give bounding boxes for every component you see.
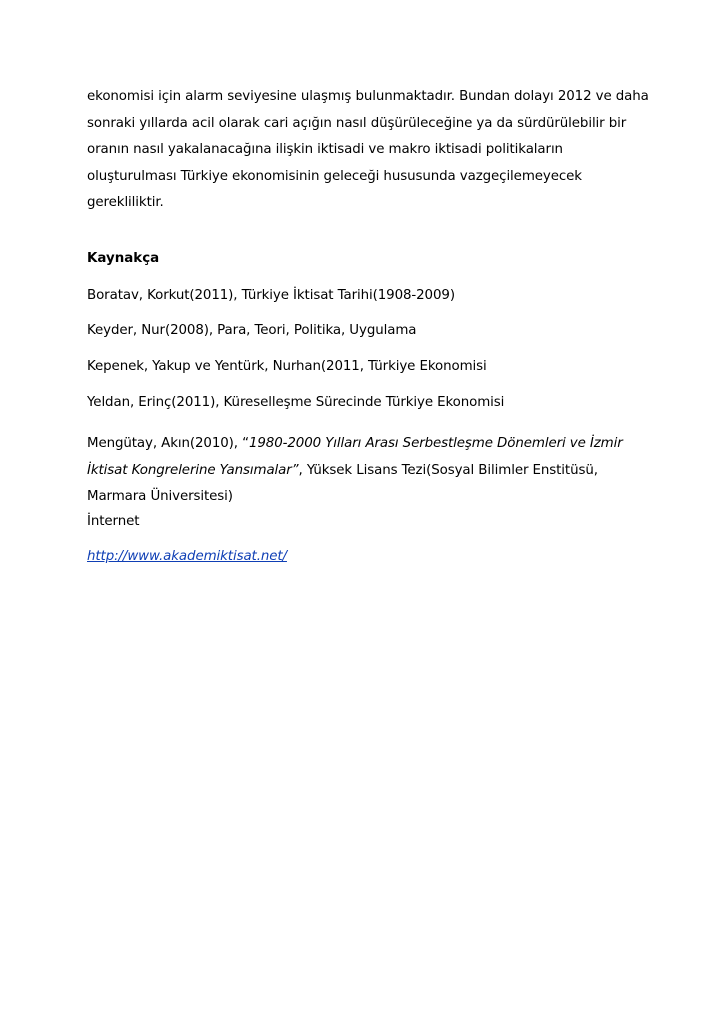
thesis-line-3: Marmara Üniversitesi) xyxy=(87,489,233,504)
reference-item: Boratav, Korkut(2011), Türkiye İktisat Tarihi(1908-2009) xyxy=(87,288,455,303)
internet-link-row xyxy=(87,548,287,566)
reference-item: Kepenek, Yakup ve Yentürk, Nurhan(2011, Türkiye Ekonomisi xyxy=(87,359,487,374)
thesis-title-part-1: 1980-2000 Yılları Arası Serbestleşme Dönemleri ve İzmir xyxy=(248,436,623,451)
reference-item: Yeldan, Erinç(2011), Küreselleşme Sürecinde Türkiye Ekonomisi xyxy=(87,395,505,410)
reference-item: Keyder, Nur(2008), Para, Teori, Politika, Uygulama xyxy=(87,323,417,338)
thesis-line-1 xyxy=(87,431,647,458)
internet-link[interactable]: http://www.akademiktisat.net/ xyxy=(87,549,287,564)
paragraph-line: ekonomisi için alarm seviyesine ulaşmış bulunmaktadır. Bundan dolayı 2012 ve daha xyxy=(87,89,649,104)
paragraph-line: gerekliliktir. xyxy=(87,195,164,210)
thesis-details: , Yüksek Lisans Tezi(Sosyal Bilimler Enstitüsü, xyxy=(298,462,598,478)
reference-thesis xyxy=(87,431,647,511)
thesis-author: Mengütay, Akın(2010), “ xyxy=(87,436,249,451)
internet-label: İnternet xyxy=(87,514,140,529)
paragraph-line: sonraki yıllarda acil olarak cari açığın nasıl düşürüleceğine ya da sürdürülebilir bir xyxy=(87,115,627,131)
paragraph-line: oluşturulması Türkiye ekonomisinin geleceği hususunda vazgeçilemeyecek xyxy=(87,168,582,184)
references-heading: Kaynakça xyxy=(87,251,160,266)
thesis-line-2 xyxy=(87,458,647,485)
paragraph-line: oranın nasıl yakalanacağına ilişkin iktisadi ve makro iktisadi politikaların xyxy=(87,142,563,157)
body-paragraph xyxy=(87,84,647,217)
thesis-title-part-2: İktisat Kongrelerine Yansımalar” xyxy=(87,462,299,478)
